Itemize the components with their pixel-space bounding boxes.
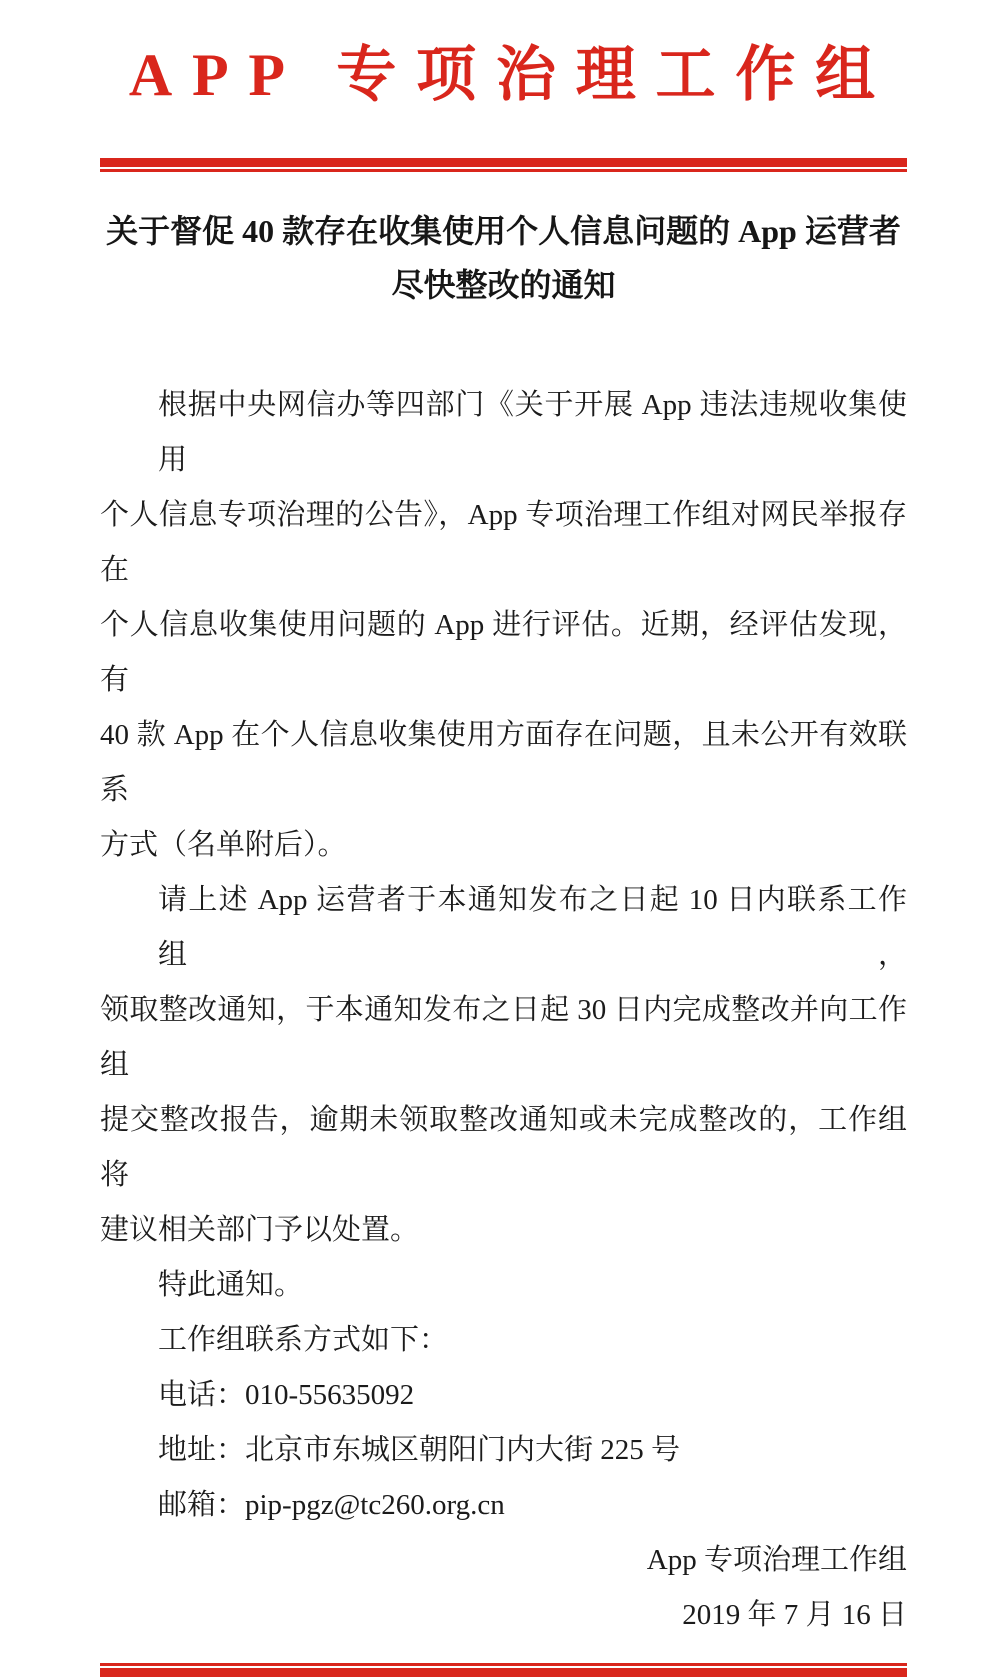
signature: App 专项治理工作组	[646, 1544, 907, 1576]
paragraph2-line: 请上述 App 运营者于本通知发布之日起 10 日内联系工作组，	[158, 884, 907, 971]
contact-address: 地址：北京市东城区朝阳门内大街 225 号	[158, 1434, 681, 1466]
footer-rule-thick-line	[100, 1668, 907, 1677]
paragraph1-line: 方式（名单附后）。	[100, 829, 347, 861]
notice-title	[100, 204, 907, 312]
closing-line: 特此通知。	[158, 1269, 304, 1301]
paragraph1-line: 40 款 App 在个人信息收集使用方面存在问题，且未公开有效联系	[100, 719, 907, 806]
notice-body	[100, 378, 907, 1643]
signature-date: 2019 年 7 月 16 日	[682, 1599, 907, 1631]
header-rule-thick-line	[100, 158, 907, 167]
paragraph1-line: 个人信息专项治理的公告》，App 专项治理工作组对网民举报存在	[100, 499, 907, 586]
paragraph2-line: 提交整改报告，逾期未领取整改通知或未完成整改的，工作组将	[100, 1104, 907, 1191]
notice-title-line-2: 尽快整改的通知	[391, 267, 616, 303]
footer-divider-rule	[100, 1663, 907, 1677]
masthead-title: APP 专项治理工作组	[128, 42, 895, 108]
notice-title-line-1: 关于督促 40 款存在收集使用个人信息问题的 App 运营者	[106, 213, 901, 249]
header-rule-thin-line	[100, 169, 907, 172]
paragraph1-line: 根据中央网信办等四部门《关于开展 App 违法违规收集使用	[158, 389, 907, 476]
contact-email: 邮箱：pip-pgz@tc260.org.cn	[158, 1489, 505, 1521]
contact-heading: 工作组联系方式如下：	[158, 1324, 449, 1356]
paragraph2-line: 领取整改通知，于本通知发布之日起 30 日内完成整改并向工作组	[100, 994, 907, 1081]
contact-phone: 电话：010-55635092	[158, 1379, 415, 1411]
paragraph1-line: 个人信息收集使用问题的 App 进行评估。近期，经评估发现，有	[100, 609, 907, 696]
document-page	[0, 40, 1004, 1631]
paragraph2-line: 建议相关部门予以处置。	[100, 1214, 420, 1246]
header-divider-rule	[100, 158, 907, 172]
